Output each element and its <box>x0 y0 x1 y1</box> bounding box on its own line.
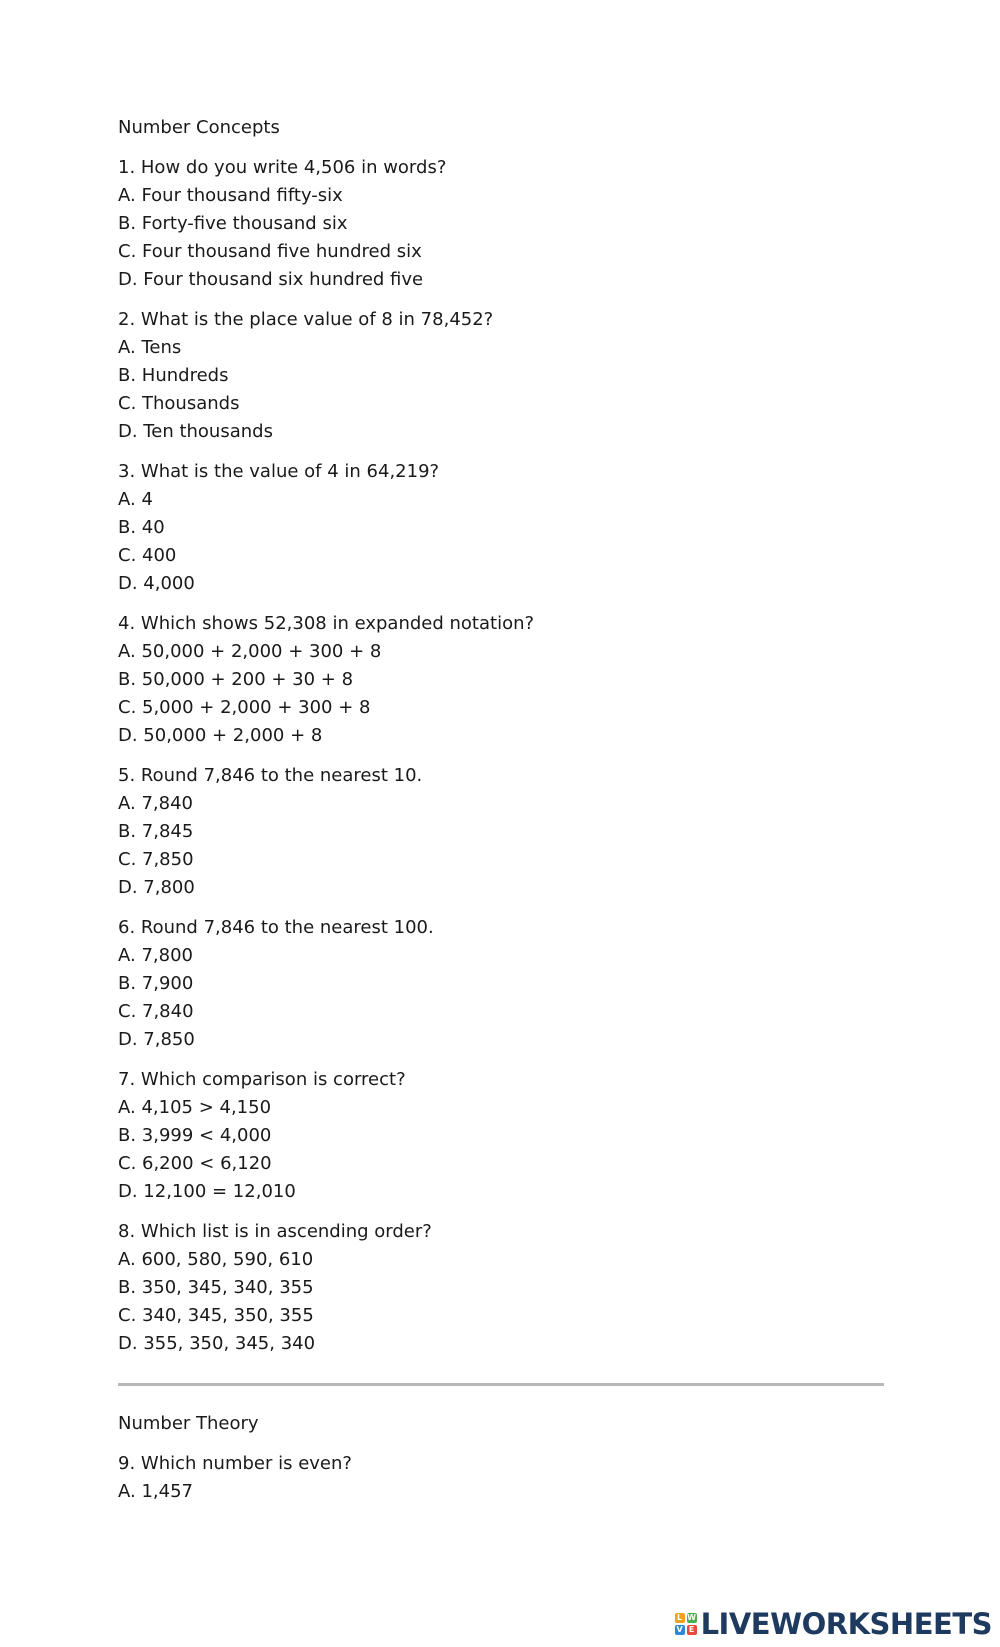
option-a[interactable]: A. 1,457 <box>118 1481 193 1502</box>
option-b[interactable]: B. Hundreds <box>118 365 229 386</box>
option-a[interactable]: A. 50,000 + 2,000 + 300 + 8 <box>118 641 382 662</box>
option-c[interactable]: C. 7,850 <box>118 849 194 870</box>
section-number-concepts <box>118 114 884 1358</box>
logo-mark-cell: E <box>687 1625 697 1635</box>
option-d[interactable]: D. 355, 350, 345, 340 <box>118 1333 316 1354</box>
option-d[interactable]: D. 4,000 <box>118 573 195 594</box>
section-title: Number Concepts <box>118 117 280 138</box>
option-a[interactable]: A. 7,840 <box>118 793 193 814</box>
option-d[interactable]: D. 50,000 + 2,000 + 8 <box>118 725 323 746</box>
question-text: 1. How do you write 4,506 in words? <box>118 157 447 178</box>
option-c[interactable]: C. Four thousand five hundred six <box>118 241 422 262</box>
question-text: 8. Which list is in ascending order? <box>118 1221 432 1242</box>
question-6 <box>118 914 884 1054</box>
option-b[interactable]: B. 50,000 + 200 + 30 + 8 <box>118 669 354 690</box>
option-a[interactable]: A. 4 <box>118 489 153 510</box>
option-b[interactable]: B. 350, 345, 340, 355 <box>118 1277 314 1298</box>
question-text: 7. Which comparison is correct? <box>118 1069 406 1090</box>
question-text: 2. What is the place value of 8 in 78,452? <box>118 309 494 330</box>
question-5 <box>118 762 884 902</box>
question-4 <box>118 610 884 750</box>
option-b[interactable]: B. Forty-five thousand six <box>118 213 348 234</box>
liveworksheets-logo-icon <box>675 1613 697 1635</box>
logo-mark-cell: W <box>687 1613 696 1622</box>
logo-mark-cell: L <box>675 1613 685 1623</box>
option-d[interactable]: D. Four thousand six hundred five <box>118 269 424 290</box>
option-d[interactable]: D. Ten thousands <box>118 421 273 442</box>
section-number-theory <box>118 1410 884 1506</box>
option-b[interactable]: B. 7,845 <box>118 821 194 842</box>
question-text: 5. Round 7,846 to the nearest 10. <box>118 765 423 786</box>
option-b[interactable]: B. 40 <box>118 517 165 538</box>
option-c[interactable]: C. 5,000 + 2,000 + 300 + 8 <box>118 697 371 718</box>
question-text: 4. Which shows 52,308 in expanded notation? <box>118 613 535 634</box>
worksheet-page <box>118 114 884 1518</box>
logo-mark-cell: V <box>676 1625 683 1634</box>
option-a[interactable]: A. 7,800 <box>118 945 193 966</box>
option-b[interactable]: B. 3,999 < 4,000 <box>118 1125 272 1146</box>
option-a[interactable]: A. 600, 580, 590, 610 <box>118 1249 314 1270</box>
option-d[interactable]: D. 7,850 <box>118 1029 195 1050</box>
option-a[interactable]: A. Four thousand fifty-six <box>118 185 343 206</box>
option-c[interactable]: C. Thousands <box>118 393 240 414</box>
section-title: Number Theory <box>118 1413 259 1434</box>
question-text: 9. Which number is even? <box>118 1453 352 1474</box>
liveworksheets-logo <box>675 1607 992 1641</box>
question-2 <box>118 306 884 446</box>
option-a[interactable]: A. 4,105 > 4,150 <box>118 1097 272 1118</box>
option-c[interactable]: C. 400 <box>118 545 177 566</box>
option-b[interactable]: B. 7,900 <box>118 973 194 994</box>
question-3 <box>118 458 884 598</box>
question-9 <box>118 1450 884 1506</box>
option-c[interactable]: C. 340, 345, 350, 355 <box>118 1305 314 1326</box>
option-d[interactable]: D. 12,100 = 12,010 <box>118 1181 296 1202</box>
question-7 <box>118 1066 884 1206</box>
question-8 <box>118 1218 884 1358</box>
option-c[interactable]: C. 7,840 <box>118 1001 194 1022</box>
option-c[interactable]: C. 6,200 < 6,120 <box>118 1153 272 1174</box>
question-text: 3. What is the value of 4 in 64,219? <box>118 461 440 482</box>
option-d[interactable]: D. 7,800 <box>118 877 195 898</box>
logo-text: LIVEWORKSHEETS <box>700 1607 992 1641</box>
question-1 <box>118 154 884 294</box>
option-a[interactable]: A. Tens <box>118 337 182 358</box>
section-divider <box>118 1383 884 1386</box>
question-text: 6. Round 7,846 to the nearest 100. <box>118 917 434 938</box>
